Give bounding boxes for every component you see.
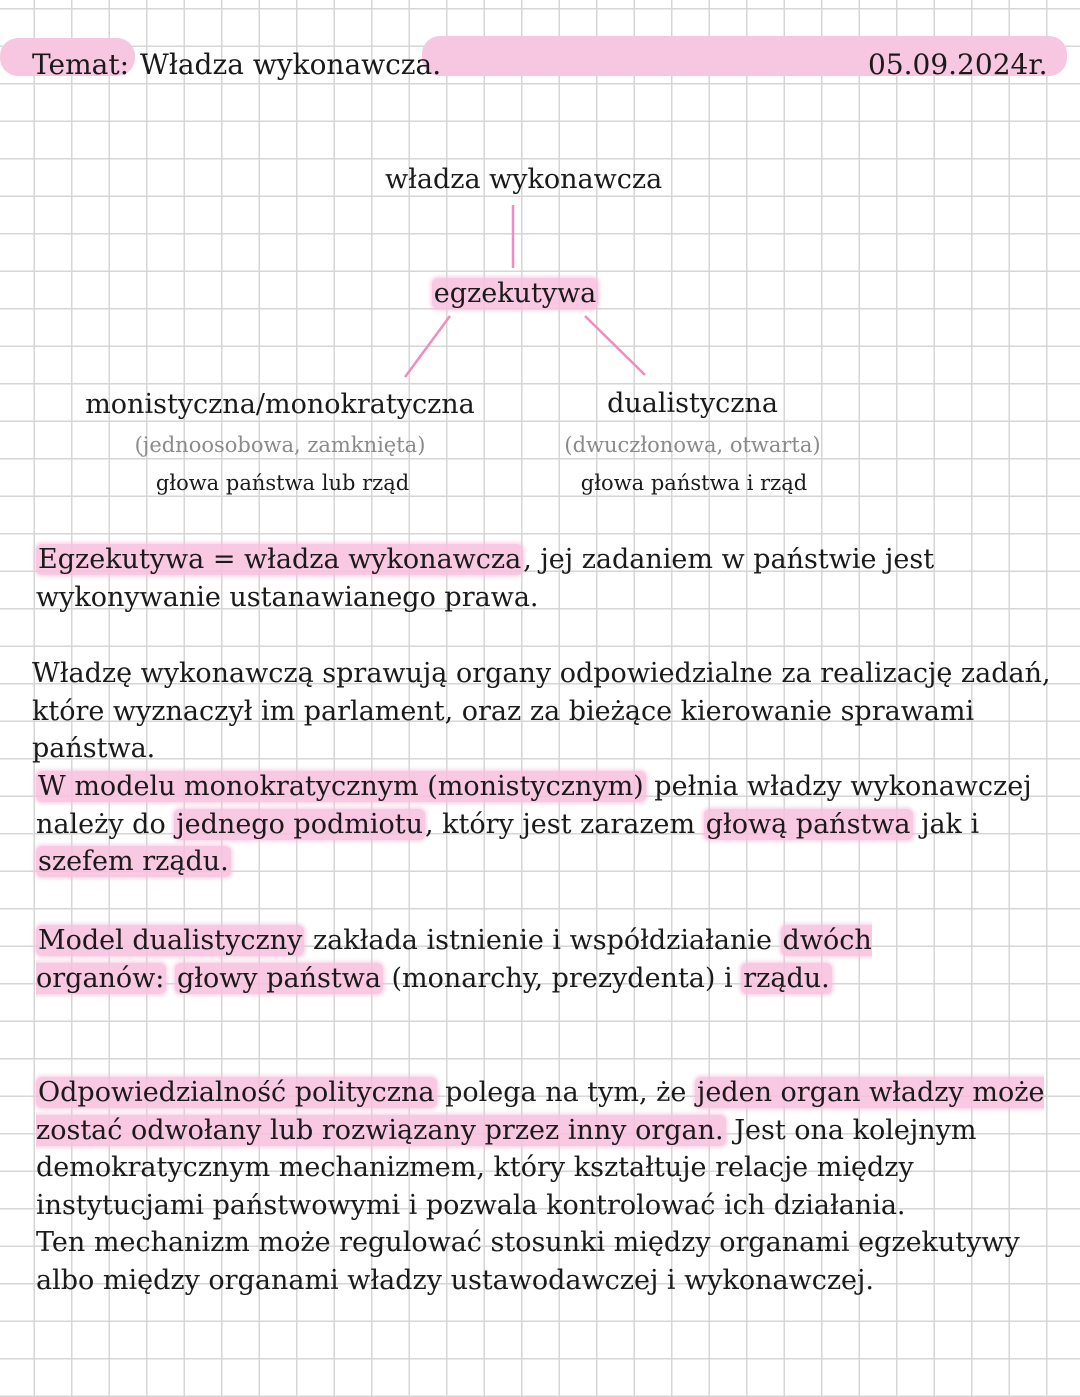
highlight-government: rządu. <box>743 962 830 994</box>
text: zakłada istnienie i współdziałanie <box>304 925 781 956</box>
text: polega na tym, że <box>436 1077 695 1108</box>
diagram-root: władza wykonawcza <box>385 164 663 195</box>
highlight-head-of-state: głową państwa <box>705 808 911 840</box>
highlight-political-responsibility: Odpowiedzialność polityczna <box>38 1077 435 1108</box>
text: (monarchy, prezydenta) i <box>382 962 742 994</box>
text: Jest ona kolejnym demokratycznym mechanizmem, który kształtuje relacje między instytucjami państwowymi i pozwala kontrolować ich działania. <box>36 1114 977 1221</box>
topic-label: Temat: <box>32 48 130 81</box>
paragraph-monocratic <box>36 768 1066 881</box>
diagram-middle-label: egzekutywa <box>433 278 597 309</box>
text: Ten mechanizm może regulować stosunki między organami egzekutywy albo między organami władzy ustawodawczej i wykonawczej. <box>36 1227 1020 1296</box>
highlight-dualistic-model: Model dualistyczny <box>38 925 303 956</box>
date: 05.09.2024r. <box>868 48 1048 81</box>
highlight-two-organs: dwóch organów: <box>36 925 872 994</box>
paragraph-definition <box>36 541 1066 616</box>
highlight-heads-of-state: głowy państwa <box>177 962 381 994</box>
highlight-monocratic-model: W modelu monokratycznym (monistycznym) <box>38 771 644 802</box>
text: , który jest zarazem <box>424 808 704 840</box>
highlight-single-entity: jednego podmiotu <box>176 808 423 840</box>
connector-middle-right <box>585 316 645 375</box>
paragraph-organs: Władzę wykonawczą sprawują organy odpowiedzialne za realizację zadań, które wyznaczył im parlament, oraz za bieżące kierowanie sprawami państwa. <box>32 658 1051 764</box>
paragraph-responsibility <box>36 1074 1046 1299</box>
highlight-dismissal: jeden organ władzy może zostać odwołany lub rozwiązany przez inny organ. <box>36 1077 1045 1146</box>
connector-middle-left <box>405 316 450 377</box>
diagram-left-title: monistyczna/monokratyczna <box>85 389 475 420</box>
diagram-right-note: (dwuczłonowa, otwarta) <box>564 433 821 457</box>
diagram-right-title: dualistyczna <box>607 388 778 419</box>
highlight-head-of-government: szefem rządu. <box>38 846 229 877</box>
definition-rest: , jej zadaniem w państwie jest wykonywanie ustanawianego prawa. <box>36 544 935 613</box>
diagram-right-detail: głowa państwa i rząd <box>580 471 808 495</box>
page-title: Władza wykonawcza. <box>140 48 442 81</box>
diagram-connectors <box>0 0 1080 420</box>
text: pełnia władzy wykonawczej należy do <box>36 771 1032 840</box>
text: jak i <box>912 808 980 840</box>
diagram-left-note: (jednoosobowa, zamknięta) <box>134 433 426 457</box>
diagram-middle <box>430 278 600 309</box>
highlight-definition: Egzekutywa = władza wykonawcza <box>38 544 522 575</box>
paragraph-dualistic <box>36 922 966 997</box>
diagram-left-detail: głowa państwa lub rząd <box>155 471 410 495</box>
text <box>166 963 175 994</box>
